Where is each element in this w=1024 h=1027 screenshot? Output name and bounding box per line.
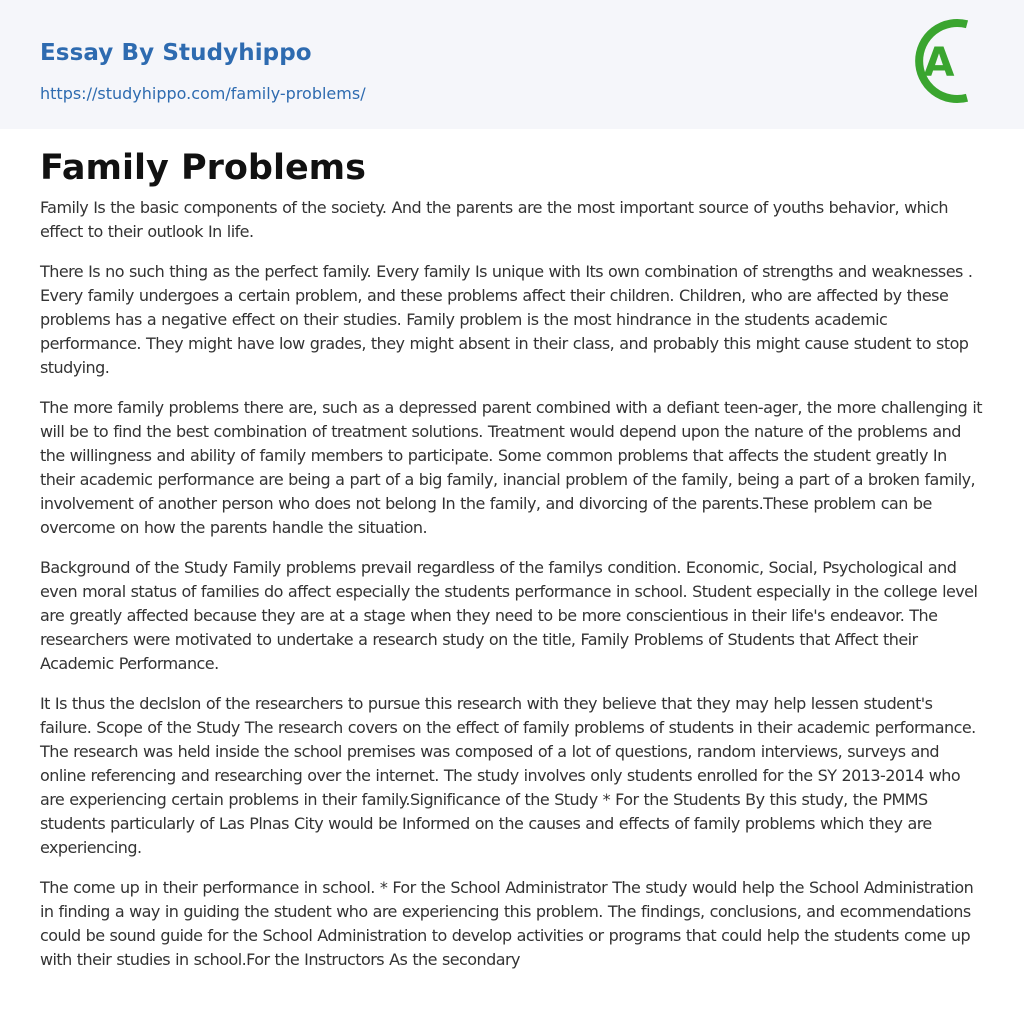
paragraph: The come up in their performance in school. * For the School Administrator The study would help the School Administration in finding a way in guiding the student who are experiencing this problem. The findings, conclusions, and ecommendations could be sound guide for the School Administration to develop activities or programs that could help the students come up with their studies in school.For the Instructors As the secondary — [40, 878, 974, 969]
paragraph: Family Is the basic components of the society. And the parents are the most important source of youths behavior, which effect to their outlook In life. — [40, 198, 948, 241]
site-header — [0, 0, 1024, 129]
a-letter-circle-logo-icon[interactable] — [904, 16, 994, 106]
source-url-link[interactable]: https://studyhippo.com/family-problems/ — [40, 84, 366, 103]
paragraph: It Is thus the declslon of the researchers to pursue this research with they believe that they may help lessen student's failure. Scope of the Study The research covers on the effect of family problems of students in their academic performance. The research was held inside the school premises was composed of a lot of questions, random interviews, surveys and online referencing and researching over the internet. The study involves only students enrolled for the SY 2013-2014 who are experiencing certain problems in their family.Significance of the Study * For the Students By this study, the PMMS students particularly of Las Plnas City would be Informed on the causes and effects of family problems which they are experiencing. — [40, 694, 976, 857]
paragraph: Background of the Study Family problems prevail regardless of the familys condition. Economic, Social, Psychological and even moral status of families do affect especially the students performance in school. Student especially in the college level are greatly affected because they are at a stage when they need to be more conscientious in their life's endeavor. The researchers were motivated to undertake a research study on the title, Family Problems of Students that Affect their Academic Performance. — [40, 558, 978, 673]
article — [40, 144, 984, 988]
paragraph: The more family problems there are, such as a depressed parent combined with a defiant teen-ager, the more challenging it will be to find the best combination of treatment solutions. Treatment would depend upon the nature of the problems and the willingness and ability of family members to participate. Some common problems that affects the student greatly In their academic performance are being a part of a big family, inancial problem of the family, being a part of a broken family, involvement of another person who does not belong In the family, and divorcing of the parents.These problem can be overcome on how the parents handle the situation. — [40, 398, 982, 537]
paragraph: There Is no such thing as the perfect family. Every family Is unique with Its own combination of strengths and weaknesses . Every family undergoes a certain problem, and these problems affect their children. Children, who are affected by these problems has a negative effect on their studies. Family problem is the most hindrance in the students academic performance. They might have low grades, they might absent in their class, and probably this might cause student to stop studying. — [40, 262, 973, 377]
site-title[interactable]: Essay By Studyhippo — [40, 40, 312, 66]
logo-letter: A — [923, 40, 955, 86]
page-title: Family Problems — [40, 148, 366, 188]
